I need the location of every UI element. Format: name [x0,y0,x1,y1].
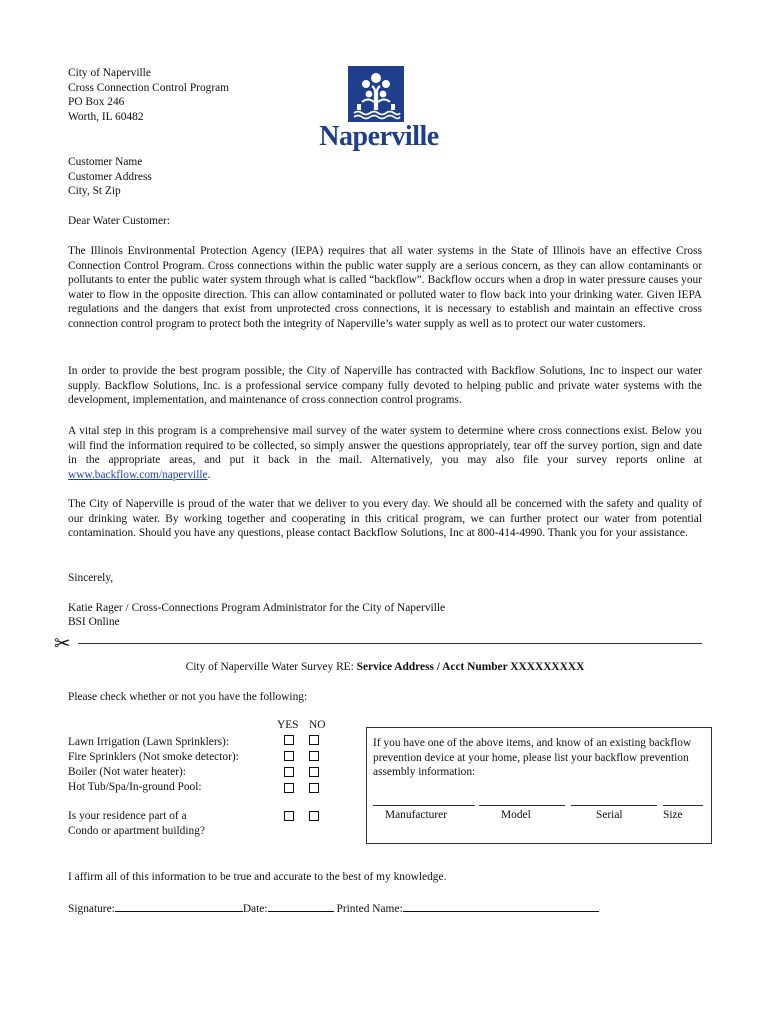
recipient-city: City, St Zip [68,185,121,198]
printed-name-label: Printed Name: [336,903,403,915]
lawn-irrigation-no-checkbox[interactable] [309,735,319,745]
signer-name: Katie Rager / Cross-Connections Program Administrator for the City of Naperville [68,602,446,614]
survey-title [0,660,770,675]
question-lawn-irrigation: Lawn Irrigation (Lawn Sprinklers): [68,736,230,748]
question-condo-line1: Is your residence part of a [68,810,187,822]
question-fire-sprinklers: Fire Sprinklers (Not smoke detector): [68,751,239,763]
boiler-no-checkbox[interactable] [309,767,319,777]
lawn-irrigation-yes-checkbox[interactable] [284,735,294,745]
size-field[interactable] [663,805,703,806]
hot-tub-no-checkbox[interactable] [309,783,319,793]
paragraph-survey [68,424,702,482]
condo-yes-checkbox[interactable] [284,811,294,821]
date-field[interactable] [268,900,334,912]
survey-link[interactable]: www.backflow.com/naperville [68,468,208,481]
hot-tub-yes-checkbox[interactable] [284,783,294,793]
condo-no-checkbox[interactable] [309,811,319,821]
no-column-label: NO [309,719,326,731]
printed-name-field[interactable] [403,900,599,912]
yes-column-label: YES [277,719,299,731]
recipient-street: Customer Address [68,170,152,183]
sender-line: City of Naperville [68,67,151,79]
paragraph-survey-end: . [207,468,211,481]
size-label: Size [663,809,683,821]
model-field[interactable] [479,805,565,806]
manufacturer-field[interactable] [373,805,475,806]
recipient-address [68,155,152,199]
model-label: Model [501,809,531,821]
signer-org: BSI Online [68,616,120,628]
backflow-device-box [366,727,712,844]
manufacturer-label: Manufacturer [385,809,447,821]
closing: Sincerely, [68,572,114,584]
signature-field[interactable] [115,900,243,912]
paragraph-iepa: The Illinois Environmental Protection Agency (IEPA) requires that all water systems in the State of Illinois have an effective Cross Connection Control Program. Cross connections within the public water supply are a serious concern, as they can allow contaminants or pollutants to enter the public water system through what is called “backflow”. Backflow occurs when a drop in water pressure causes your water to flow in the opposite direction. This can allow contaminated or polluted water to flow back into your drinking water. Given IEPA regulations and the dangers that exist from unprotected cross connections, it is necessary to establish and maintain an effective cross connection control program to protect both the integrity of Naperville’s water supply as well as to protect our water customers. [68,245,702,330]
scissors-icon: ✂ [54,633,71,655]
signature-row [68,900,599,917]
naperville-logo [315,66,443,154]
paragraph-survey-text: A vital step in this program is a comprehensive mail survey of the water system to determine where cross connections exist. Below you will find the information required to be collected, so simply answer the questions appropriately, tear off the survey portion, sign and date in the appropriate areas, and put it back in the mail. Alternatively, you may also file your survey reports online at [68,425,702,467]
survey-title-prefix: City of Naperville Water Survey RE: [185,661,357,673]
sender-line: PO Box 246 [68,96,125,109]
serial-label: Serial [596,809,623,821]
sender-address [68,66,229,124]
date-label: Date: [242,903,268,915]
question-condo-line2: Condo or apartment building? [68,825,205,837]
sender-line: Worth, IL 60482 [68,110,144,123]
sender-line: Cross Connection Control Program [68,81,230,94]
paragraph-closing: The City of Naperville is proud of the water that we deliver to you every day. We should all be concerned with the safety and quality of our drinking water. By working together and cooperating in this critical program, we can further protect our water from potential contamination. Should you have any questions, please contact Backflow Solutions, Inc at 800-414-4990. Thank you for your assistance. [68,498,702,540]
affirmation: I affirm all of this information to be true and accurate to the best of my knowledge. [68,871,447,883]
fire-sprinklers-yes-checkbox[interactable] [284,751,294,761]
signature-label: Signature: [68,903,115,915]
recipient-name: Customer Name [68,156,143,168]
paragraph-contractor: In order to provide the best program possible, the City of Naperville has contracted with Backflow Solutions, Inc to inspect our water supply. Backflow Solutions, Inc. is a professional service company fully devoted to helping public and private water systems with the development, implementation, and maintenance of cross connection control programs. [68,365,702,407]
backflow-device-instructions: If you have one of the above items, and know of an existing backflow prevention device at your home, please list your backflow prevention assembly information: [373,737,692,779]
serial-field[interactable] [571,805,657,806]
greeting: Dear Water Customer: [68,215,170,227]
naperville-tree-logo-icon [348,66,404,122]
survey-title-account: Service Address / Acct Number XXXXXXXXX [356,661,585,673]
question-hot-tub: Hot Tub/Spa/In-ground Pool: [68,781,202,793]
survey-instruction: Please check whether or not you have the following: [68,691,308,703]
question-boiler: Boiler (Not water heater): [68,766,186,778]
fire-sprinklers-no-checkbox[interactable] [309,751,319,761]
boiler-yes-checkbox[interactable] [284,767,294,777]
naperville-wordmark: Naperville [319,121,439,152]
tear-off-line [78,643,702,644]
